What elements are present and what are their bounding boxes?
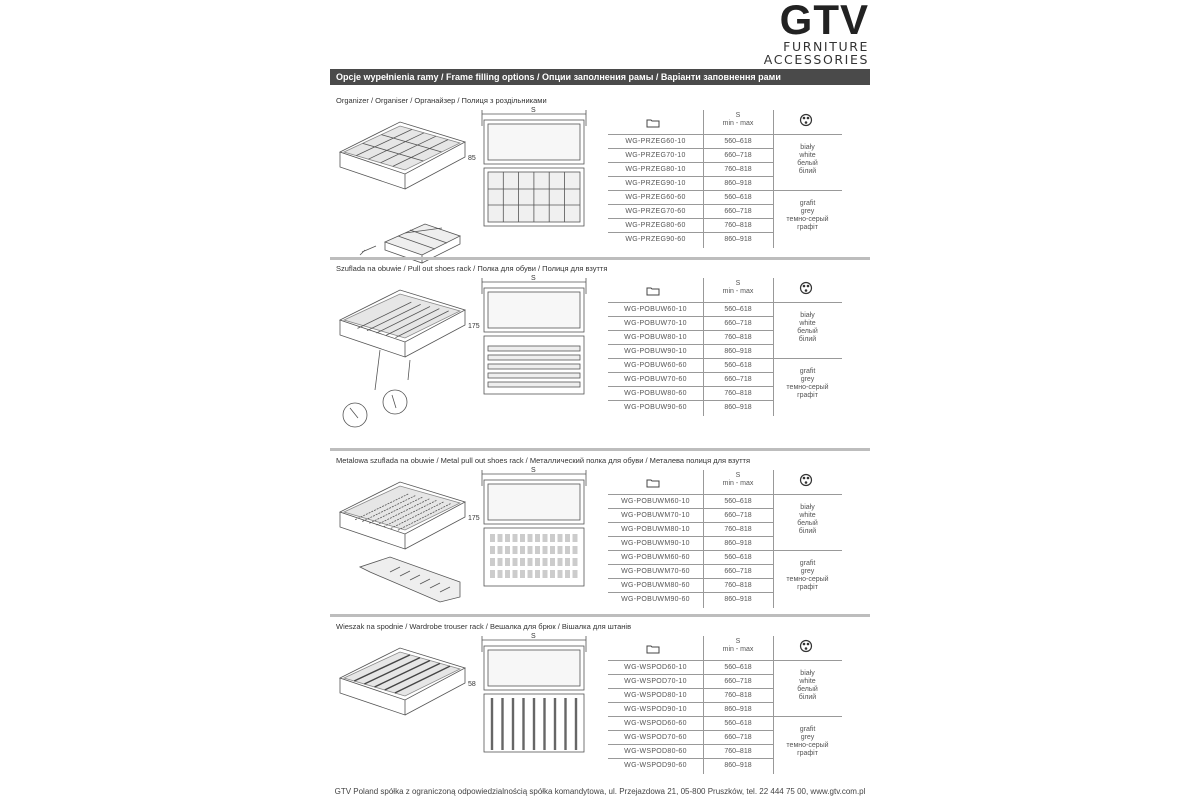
color-label-grey: графіт [797,392,818,399]
color-label-grey: графіт [797,750,818,757]
size-range: 560–618 [724,306,752,313]
product-code: WG-POBUW70-10 [624,320,687,327]
color-label-white: білий [798,528,817,535]
size-range: 660–718 [724,512,752,519]
color-label-grey: темно-серый [786,384,829,391]
size-range: 560–618 [724,498,752,505]
color-label-grey: grey [800,734,815,741]
logo-mark: GTV [779,0,869,43]
color-label-white: белый [797,686,818,693]
table-row [608,372,773,387]
size-range: 760–818 [724,748,752,755]
product-code: WG-POBUWM60-60 [621,554,690,561]
width-dimension-label: S [531,107,536,114]
isometric-drawing [330,472,480,622]
size-range: 560–618 [724,194,752,201]
color-palette-icon [798,281,814,298]
header-range: min - max [722,646,754,653]
product-code: WG-WSPOD90-10 [624,706,687,713]
table-row [608,508,773,523]
size-range: 560–618 [724,138,752,145]
table-row [608,578,773,593]
product-code: WG-PRZEG70-10 [625,152,686,159]
size-range: 660–718 [724,678,752,685]
size-range: 860–918 [724,706,752,713]
table-row [608,204,773,219]
height-dimension: 58 [468,681,476,688]
size-range: 560–618 [724,720,752,727]
color-palette-icon [798,473,814,490]
color-label-white: white [799,320,816,327]
section-title: Metalowa szuflada na obuwie / Metal pull out shoes rack / Металлический полка для обуви / Металева полиця для взуття [336,456,751,465]
product-code: WG-WSPOD80-60 [624,748,687,755]
color-palette-icon [798,113,814,130]
header-s: S [735,638,741,645]
size-range: 760–818 [724,582,752,589]
product-code: WG-WSPOD70-60 [624,734,687,741]
table-row [608,730,773,745]
product-code: WG-POBUW80-10 [624,334,687,341]
section-title: Organizer / Organiser / Органайзер / Полиця з роздільниками [336,96,547,105]
color-label-white: белый [797,160,818,167]
product-code: WG-PRZEG90-60 [625,236,686,243]
isometric-drawing [330,280,480,430]
table-row [608,688,773,703]
size-range: 860–918 [724,762,752,769]
product-code: WG-POBUW60-60 [624,362,687,369]
product-table [608,636,842,781]
header-s: S [735,280,741,287]
table-row [608,148,773,163]
size-range: 860–918 [724,180,752,187]
size-range: 660–718 [724,376,752,383]
color-label-white: білий [798,168,817,175]
size-range: 760–818 [724,334,752,341]
isometric-drawing [330,112,475,262]
size-range: 560–618 [724,664,752,671]
product-code: WG-POBUWM80-10 [621,526,690,533]
product-code: WG-POBUWM60-10 [621,498,690,505]
color-label-grey: графіт [797,224,818,231]
table-row [608,400,773,415]
product-code: WG-PRZEG60-60 [625,194,686,201]
product-code: WG-POBUWM80-60 [621,582,690,589]
product-code: WG-WSPOD80-10 [624,692,687,699]
table-row [608,232,773,247]
gtv-logo [764,0,869,66]
size-range: 760–818 [724,166,752,173]
color-label-white: білий [798,336,817,343]
product-code: WG-POBUW80-60 [624,390,687,397]
size-range: 860–918 [724,540,752,547]
color-label-grey: grey [800,208,815,215]
section-title: Wieszak na spodnie / Wardrobe trouser rack / Вешалка для брюк / Вішалка для штанів [336,622,632,631]
section-banner: Opcje wypełnienia ramy / Frame filling options / Опции заполнения рамы / Варіанти заповнення рами [330,69,870,85]
folder-icon [646,478,660,491]
table-row [608,744,773,759]
product-code: WG-WSPOD70-10 [624,678,687,685]
color-label-white: белый [797,520,818,527]
front-view-drawing [478,466,593,591]
product-code: WG-WSPOD90-60 [624,762,687,769]
footer-address: GTV Poland spółka z ograniczoną odpowiedzialnością spółka komandytowa, ul. Przejazdowa 21, 05-800 Pruszków, tel. 22 444 75 00, www.gtv.com.pl [334,787,866,796]
folder-icon [646,286,660,299]
size-range: 860–918 [724,404,752,411]
front-view-drawing [478,274,593,399]
section-title: Szuflada na obuwie / Pull out shoes rack / Полка для обуви / Полиця для взуття [336,264,608,273]
product-code: WG-WSPOD60-60 [624,720,687,727]
height-dimension: 175 [468,515,480,522]
color-label-white: biały [800,144,815,151]
height-dimension: 85 [468,155,476,162]
table-row [608,674,773,689]
front-view-drawing [478,632,593,757]
section-divider [330,448,870,451]
table-row [608,536,773,551]
height-dimension: 175 [468,323,480,330]
header-s: S [735,112,741,119]
color-label-grey: графіт [797,584,818,591]
color-label-grey: grafit [799,560,816,567]
color-label-grey: grey [800,568,815,575]
product-code: WG-WSPOD60-10 [624,664,687,671]
width-dimension-label: S [531,275,536,282]
product-code: WG-POBUWM90-60 [621,596,690,603]
size-range: 660–718 [724,734,752,741]
product-code: WG-PRZEG90-10 [625,180,686,187]
product-code: WG-POBUWM70-10 [621,512,690,519]
product-code: WG-POBUW60-10 [624,306,687,313]
size-range: 660–718 [724,320,752,327]
product-code: WG-PRZEG60-10 [625,138,686,145]
front-view-drawing [478,106,593,231]
size-range: 760–818 [724,390,752,397]
product-section [330,622,870,782]
size-range: 860–918 [724,596,752,603]
size-range: 660–718 [724,568,752,575]
product-code: WG-PRZEG80-60 [625,222,686,229]
table-row [608,592,773,607]
section-divider [330,614,870,617]
color-label-white: white [799,152,816,159]
folder-icon [646,118,660,131]
color-label-grey: grafit [799,726,816,733]
color-label-white: white [799,678,816,685]
table-row [608,344,773,359]
color-label-white: biały [800,670,815,677]
header-range: min - max [722,288,754,295]
size-range: 860–918 [724,348,752,355]
size-range: 660–718 [724,152,752,159]
size-range: 660–718 [724,208,752,215]
color-palette-icon [798,639,814,656]
size-range: 760–818 [724,526,752,533]
product-section [330,264,870,424]
table-row [608,386,773,401]
table-row [608,330,773,345]
product-table [608,470,842,615]
color-label-grey: grey [800,376,815,383]
size-range: 860–918 [724,236,752,243]
header-s: S [735,472,741,479]
table-row [608,316,773,331]
width-dimension-label: S [531,467,536,474]
product-code: WG-POBUW90-60 [624,404,687,411]
product-section [330,96,870,256]
product-code: WG-PRZEG80-10 [625,166,686,173]
color-label-grey: темно-серый [786,576,829,583]
color-label-white: white [799,512,816,519]
product-code: WG-POBUWM90-10 [621,540,690,547]
product-code: WG-POBUW90-10 [624,348,687,355]
table-row [608,176,773,191]
table-row [608,564,773,579]
color-label-grey: grafit [799,368,816,375]
header-range: min - max [722,120,754,127]
logo-line-2: ACCESSORIES [763,52,869,67]
product-code: WG-PRZEG70-60 [625,208,686,215]
color-label-grey: темно-серый [786,742,829,749]
folder-icon [646,644,660,657]
logo-line-1: FURNITURE [783,39,869,54]
size-range: 760–818 [724,692,752,699]
product-table [608,110,842,255]
width-dimension-label: S [531,633,536,640]
product-code: WG-POBUW70-60 [624,376,687,383]
table-row [608,758,773,773]
size-range: 560–618 [724,554,752,561]
product-section [330,456,870,616]
header-range: min - max [722,480,754,487]
table-row [608,702,773,717]
color-label-white: biały [800,312,815,319]
color-label-grey: темно-серый [786,216,829,223]
size-range: 560–618 [724,362,752,369]
table-row [608,218,773,233]
product-table [608,278,842,423]
product-code: WG-POBUWM70-60 [621,568,690,575]
table-row [608,162,773,177]
color-label-white: білий [798,694,817,701]
table-row [608,522,773,537]
isometric-drawing [330,638,475,788]
color-label-white: biały [800,504,815,511]
section-divider [330,257,870,260]
color-label-grey: grafit [799,200,816,207]
color-label-white: белый [797,328,818,335]
size-range: 760–818 [724,222,752,229]
